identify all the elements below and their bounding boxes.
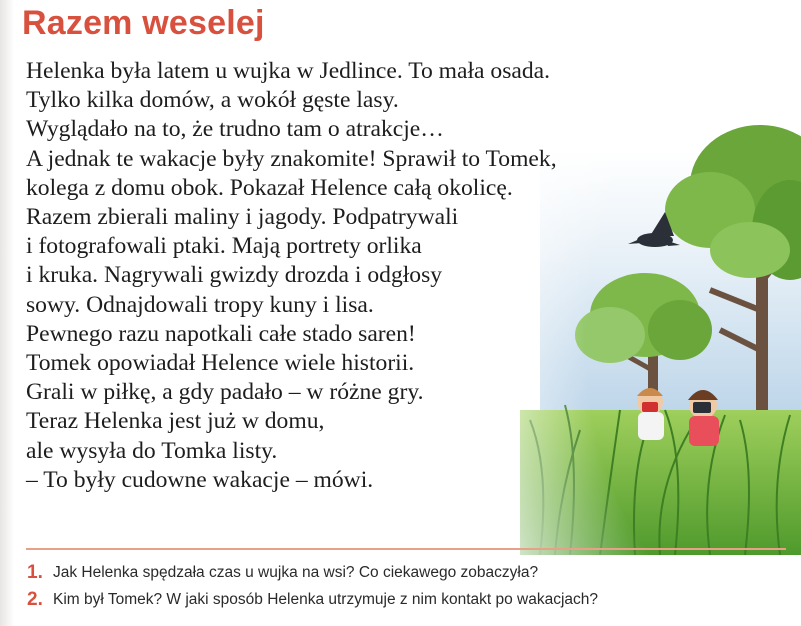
story-line: Grali w piłkę, a gdy padało – w różne gry. bbox=[26, 379, 424, 406]
question-number: 1. bbox=[27, 562, 43, 583]
story-line: sowy. Odnajdowali tropy kuny i lisa. bbox=[26, 291, 374, 318]
story-line: A jednak te wakacje były znakomite! Sprawił to Tomek, bbox=[26, 145, 557, 172]
story-line: i fotografowali ptaki. Mają portrety orlika bbox=[26, 233, 422, 260]
story-line: i kruka. Nagrywali gwizdy drozda i odgłosy bbox=[26, 262, 443, 289]
question-text: Kim był Tomek? W jaki sposób Helenka utrzymuje z nim kontakt po wakacjach? bbox=[53, 591, 599, 608]
question-number: 2. bbox=[27, 589, 43, 610]
question-item bbox=[27, 562, 598, 589]
question-item bbox=[27, 589, 598, 616]
story-line: – To były cudowne wakacje – mówi. bbox=[26, 466, 374, 493]
story-line: Helenka była latem u wujka w Jedlince. To mała osada. bbox=[26, 58, 551, 84]
story-line: kolega z domu obok. Pokazał Helence całą okolicę. bbox=[26, 174, 513, 201]
story-line: Razem zbierali maliny i jagody. Podpatrywali bbox=[26, 204, 459, 231]
story-line: Wyglądało na to, że trudno tam o atrakcje… bbox=[26, 116, 444, 143]
page-title: Razem weselej bbox=[22, 4, 265, 42]
question-list bbox=[27, 562, 598, 616]
story-text bbox=[26, 57, 716, 495]
story-line: Pewnego razu napotkali całe stado saren! bbox=[26, 320, 416, 347]
story-line: Tylko kilka domów, a wokół gęste lasy. bbox=[26, 87, 399, 114]
story-line: Tomek opowiadał Helence wiele historii. bbox=[26, 350, 415, 377]
question-text: Jak Helenka spędzała czas u wujka na wsi? Co ciekawego zobaczyła? bbox=[53, 564, 539, 581]
section-divider bbox=[26, 548, 786, 550]
story-line: Teraz Helenka jest już w domu, bbox=[26, 408, 325, 435]
page-edge-shadow bbox=[0, 0, 14, 626]
story-line: ale wysyła do Tomka listy. bbox=[26, 437, 278, 464]
